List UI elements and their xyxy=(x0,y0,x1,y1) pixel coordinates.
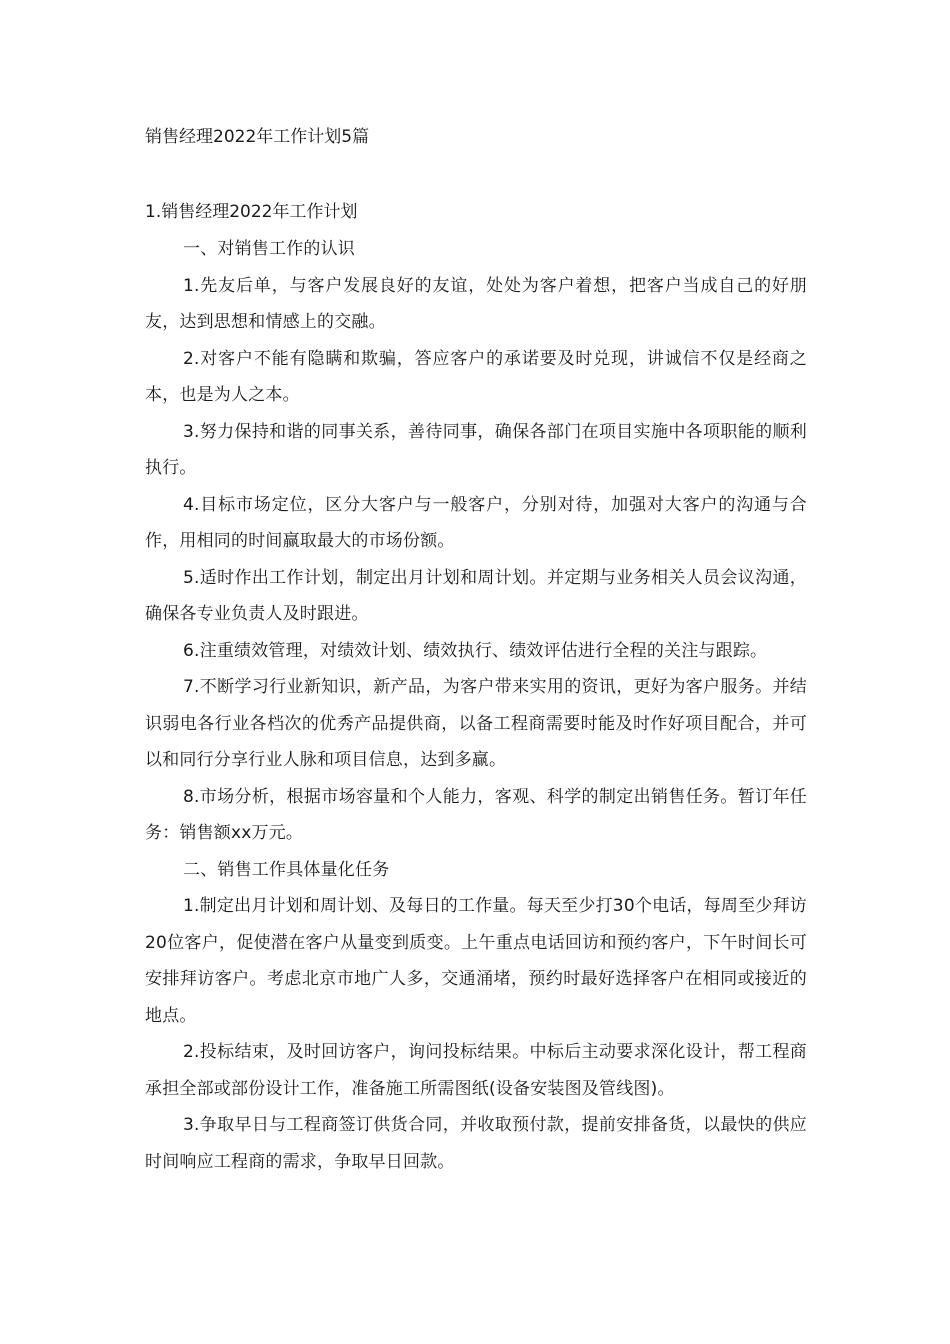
document-title: 销售经理2022年工作计划5篇 xyxy=(145,127,370,147)
document-page xyxy=(145,122,807,1180)
paragraph-8: 8.市场分析，根据市场容量和个人能力，客观、科学的制定出销售任务。暂订年任务：销售额xx万元。 xyxy=(145,786,807,843)
paragraph-2: 2.对客户不能有隐瞒和欺骗，答应客户的承诺要及时兑现，讲诚信不仅是经商之本，也是为人之本。 xyxy=(145,348,807,405)
paragraph-5: 5.适时作出工作计划，制定出月计划和周计划。并定期与业务相关人员会议沟通，确保各专业负责人及时跟进。 xyxy=(145,567,807,624)
section-title: 1.销售经理2022年工作计划 xyxy=(145,202,358,222)
paragraph-6: 6.注重绩效管理，对绩效计划、绩效执行、绩效评估进行全程的关注与跟踪。 xyxy=(183,640,768,661)
heading-quantified-tasks: 二、销售工作具体量化任务 xyxy=(183,859,390,880)
paragraph-3: 3.努力保持和谐的同事关系，善待同事，确保各部门在项目实施中各项职能的顺利执行。 xyxy=(145,421,807,478)
heading-understanding: 一、对销售工作的认识 xyxy=(183,239,355,259)
paragraph-1: 1.先友后单，与客户发展良好的友谊，处处为客户着想，把客户当成自己的好朋友，达到思想和情感上的交融。 xyxy=(145,275,807,332)
paragraph-7: 7.不断学习行业新知识，新产品，为客户带来实用的资讯，更好为客户服务。并结识弱电各行业各档次的优秀产品提供商，以备工程商需要时能及时作好项目配合，并可以和同行分享行业人脉和项目信息，达到多赢。 xyxy=(145,677,807,770)
task-paragraph-3: 3.争取早日与工程商签订供货合同，并收取预付款，提前安排备货，以最快的供应时间响应工程商的需求，争取早日回款。 xyxy=(145,1115,807,1172)
paragraph-4: 4.目标市场定位，区分大客户与一般客户，分别对待，加强对大客户的沟通与合作，用相同的时间赢取最大的市场份额。 xyxy=(145,494,807,551)
task-paragraph-1: 1.制定出月计划和周计划、及每日的工作量。每天至少打30个电话，每周至少拜访20位客户，促使潜在客户从量变到质变。上午重点电话回访和预约客户，下午时间长可安排拜访客户。考虑北京市地广人多，交通涌堵，预约时最好选择客户在相同或接近的地点。 xyxy=(145,896,807,1026)
task-paragraph-2: 2.投标结束，及时回访客户，询问投标结果。中标后主动要求深化设计，帮工程商承担全部或部份设计工作，准备施工所需图纸(设备安装图及管线图)。 xyxy=(145,1042,807,1099)
